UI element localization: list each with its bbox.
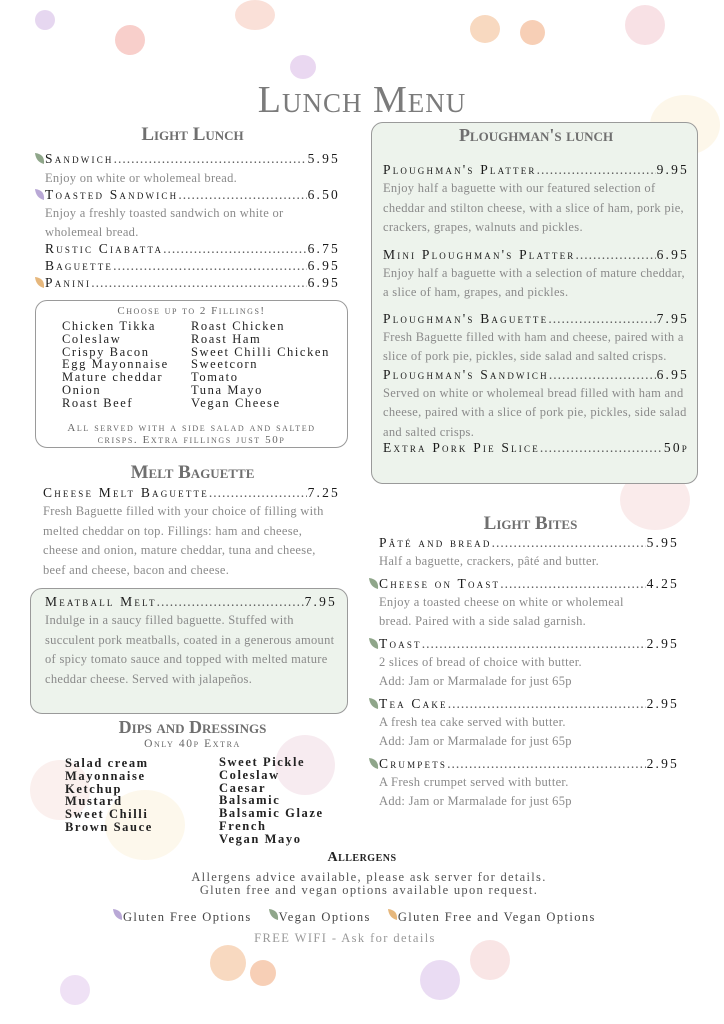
light-bites-section bbox=[379, 535, 679, 812]
menu-item-extra-pork-pie: Extra Pork Pie Slice ..... 50p bbox=[383, 440, 689, 457]
menu-item-baguette: Baguette ..... 6.95 bbox=[45, 258, 340, 275]
vegan-leaf-icon bbox=[268, 908, 279, 921]
menu-item-panini: Panini ..... 6.95 bbox=[45, 275, 340, 292]
fillings-col1: Chicken Tikka Coleslaw Crispy Bacon Egg Mayonnaise Mature cheddar Onion Roast Beef bbox=[62, 319, 169, 410]
item-description: Add: Jam or Marmalade for just 65p bbox=[379, 734, 572, 748]
menu-item-tea-cake: Tea Cake ..... 2.95 bbox=[379, 696, 679, 713]
item-description: Half a baguette, crackers, pâté and butter. bbox=[379, 554, 600, 568]
menu-item-ploughmans-baguette: Ploughman's Baguette ..... 7.95 bbox=[383, 311, 689, 328]
fillings-heading: Choose up to 2 Fillings! bbox=[117, 305, 266, 317]
gluten-free-vegan-leaf-icon bbox=[387, 908, 398, 921]
fillings-col2: Roast Chicken Roast Ham Sweet Chilli Chicken Sweetcorn Tomato Tuna Mayo Vegan Cheese bbox=[191, 319, 330, 410]
light-lunch-section bbox=[45, 151, 340, 292]
dips-subheading: Only 40p Extra bbox=[144, 738, 241, 750]
legend-vegan: Vegan Options bbox=[268, 908, 371, 925]
menu-item-meatball-melt: Meatball Melt ..... 7.95 bbox=[45, 594, 337, 611]
ploughmans-box bbox=[371, 122, 698, 484]
melt-heading: Melt Baguette bbox=[130, 462, 255, 483]
item-description: Add: Jam or Marmalade for just 65p bbox=[379, 674, 572, 688]
item-description: Enjoy half a baguette with a selection of mature cheddar, a slice of ham, grapes, and pickles. bbox=[383, 265, 685, 299]
menu-item-cheese-melt: Cheese Melt Baguette ..... 7.25 bbox=[43, 485, 340, 502]
item-description: wholemeal bread. bbox=[45, 225, 139, 239]
fillings-box bbox=[35, 300, 348, 448]
item-description: Fresh Baguette filled with ham and cheese, paired with a slice of pork pie, pickles, side salad and salted crisps. bbox=[383, 329, 684, 363]
item-description: A Fresh crumpet served with butter. bbox=[379, 774, 569, 789]
dips-heading: Dips and Dressings bbox=[118, 717, 267, 737]
menu-item-toasted-sandwich: Toasted Sandwich ..... 6.50 bbox=[45, 187, 340, 204]
wifi-notice: FREE WIFI - Ask for details bbox=[254, 931, 436, 945]
allergens-heading: Allergens bbox=[327, 850, 397, 865]
cheese-melt-section bbox=[43, 485, 340, 580]
allergens-text: Allergens advice available, please ask server for details. Gluten free and vegan options available upon request. bbox=[191, 870, 547, 897]
item-description: Enjoy half a baguette with our featured selection of cheddar and stilton cheese, with a slice of ham, pork pie, crackers, grapes, walnuts and pickles. bbox=[383, 181, 684, 234]
menu-item-ploughmans-platter: Ploughman's Platter ..... 9.95 bbox=[383, 162, 689, 179]
item-description: 2 slices of bread of choice with butter. bbox=[379, 654, 582, 669]
dips-col1: Salad cream Mayonnaise Ketchup Mustard Sweet Chilli Brown Sauce bbox=[65, 756, 153, 834]
menu-item-pate: Pâté and bread ..... 5.95 bbox=[379, 535, 679, 552]
menu-item-cheese-on-toast: Cheese on Toast ..... 4.25 bbox=[379, 576, 679, 593]
fillings-note: All served with a side salad and salted crisps. Extra fillings just 50p bbox=[67, 422, 316, 446]
item-description: Enjoy a freshly toasted sandwich on white or bbox=[45, 205, 284, 220]
gluten-free-vegan-leaf-icon bbox=[34, 276, 45, 289]
dietary-legend bbox=[112, 908, 596, 925]
menu-item-ploughmans-sandwich: Ploughman's Sandwich ..... 6.95 bbox=[383, 367, 689, 384]
menu-item-toast: Toast ..... 2.95 bbox=[379, 636, 679, 653]
legend-gluten-free-vegan: Gluten Free and Vegan Options bbox=[387, 908, 596, 925]
vegan-leaf-icon bbox=[368, 757, 379, 770]
gluten-free-leaf-icon bbox=[112, 908, 123, 921]
item-description: Indulge in a saucy filled baguette. Stuffed with succulent pork meatballs, coated in a generous amount of spicy tomato sauce and topped with melted mature cheddar cheese. Served with jalapeños. bbox=[45, 613, 335, 686]
vegan-leaf-icon bbox=[368, 637, 379, 650]
vegan-leaf-icon bbox=[34, 152, 45, 165]
vegan-leaf-icon bbox=[368, 577, 379, 590]
item-description: Enjoy on white or wholemeal bread. bbox=[45, 171, 238, 185]
menu-item-mini-ploughmans-platter: Mini Ploughman's Platter ..... 6.95 bbox=[383, 247, 689, 264]
item-description: Add: Jam or Marmalade for just 65p bbox=[379, 794, 572, 808]
item-description: Served on white or wholemeal bread filled with ham and cheese, paired with a slice of pork pie, pickles, side salad and salted crisps. bbox=[383, 385, 687, 439]
menu-item-rustic-ciabatta: Rustic Ciabatta ..... 6.75 bbox=[45, 241, 340, 258]
item-description: Fresh Baguette filled with your choice of filling with melted cheddar on top. Fillings: ham and cheese, cheese and onion, mature cheddar, tuna and cheese, beef and cheese, bacon and cheese. bbox=[43, 504, 324, 577]
dips-col2: Sweet Pickle Coleslaw Caesar Balsamic Balsamic Glaze French Vegan Mayo bbox=[219, 755, 324, 846]
menu-item-crumpets: Crumpets ..... 2.95 bbox=[379, 756, 679, 773]
item-description: A fresh tea cake served with butter. bbox=[379, 714, 566, 729]
legend-gluten-free: Gluten Free Options bbox=[112, 908, 252, 925]
menu-item-sandwich: Sandwich ..... 5.95 bbox=[45, 151, 340, 168]
item-description: bread. Paired with a side salad garnish. bbox=[379, 614, 587, 628]
item-description: Enjoy a toasted cheese on white or wholemeal bbox=[379, 594, 624, 609]
light-bites-heading: Light Bites bbox=[483, 513, 578, 534]
meatball-melt-box bbox=[30, 588, 348, 714]
page-title: Lunch Menu bbox=[257, 79, 467, 121]
light-lunch-heading: Light Lunch bbox=[141, 124, 244, 145]
vegan-leaf-icon bbox=[368, 697, 379, 710]
gluten-free-leaf-icon bbox=[34, 188, 45, 201]
ploughmans-heading: Ploughman's lunch bbox=[458, 125, 614, 145]
